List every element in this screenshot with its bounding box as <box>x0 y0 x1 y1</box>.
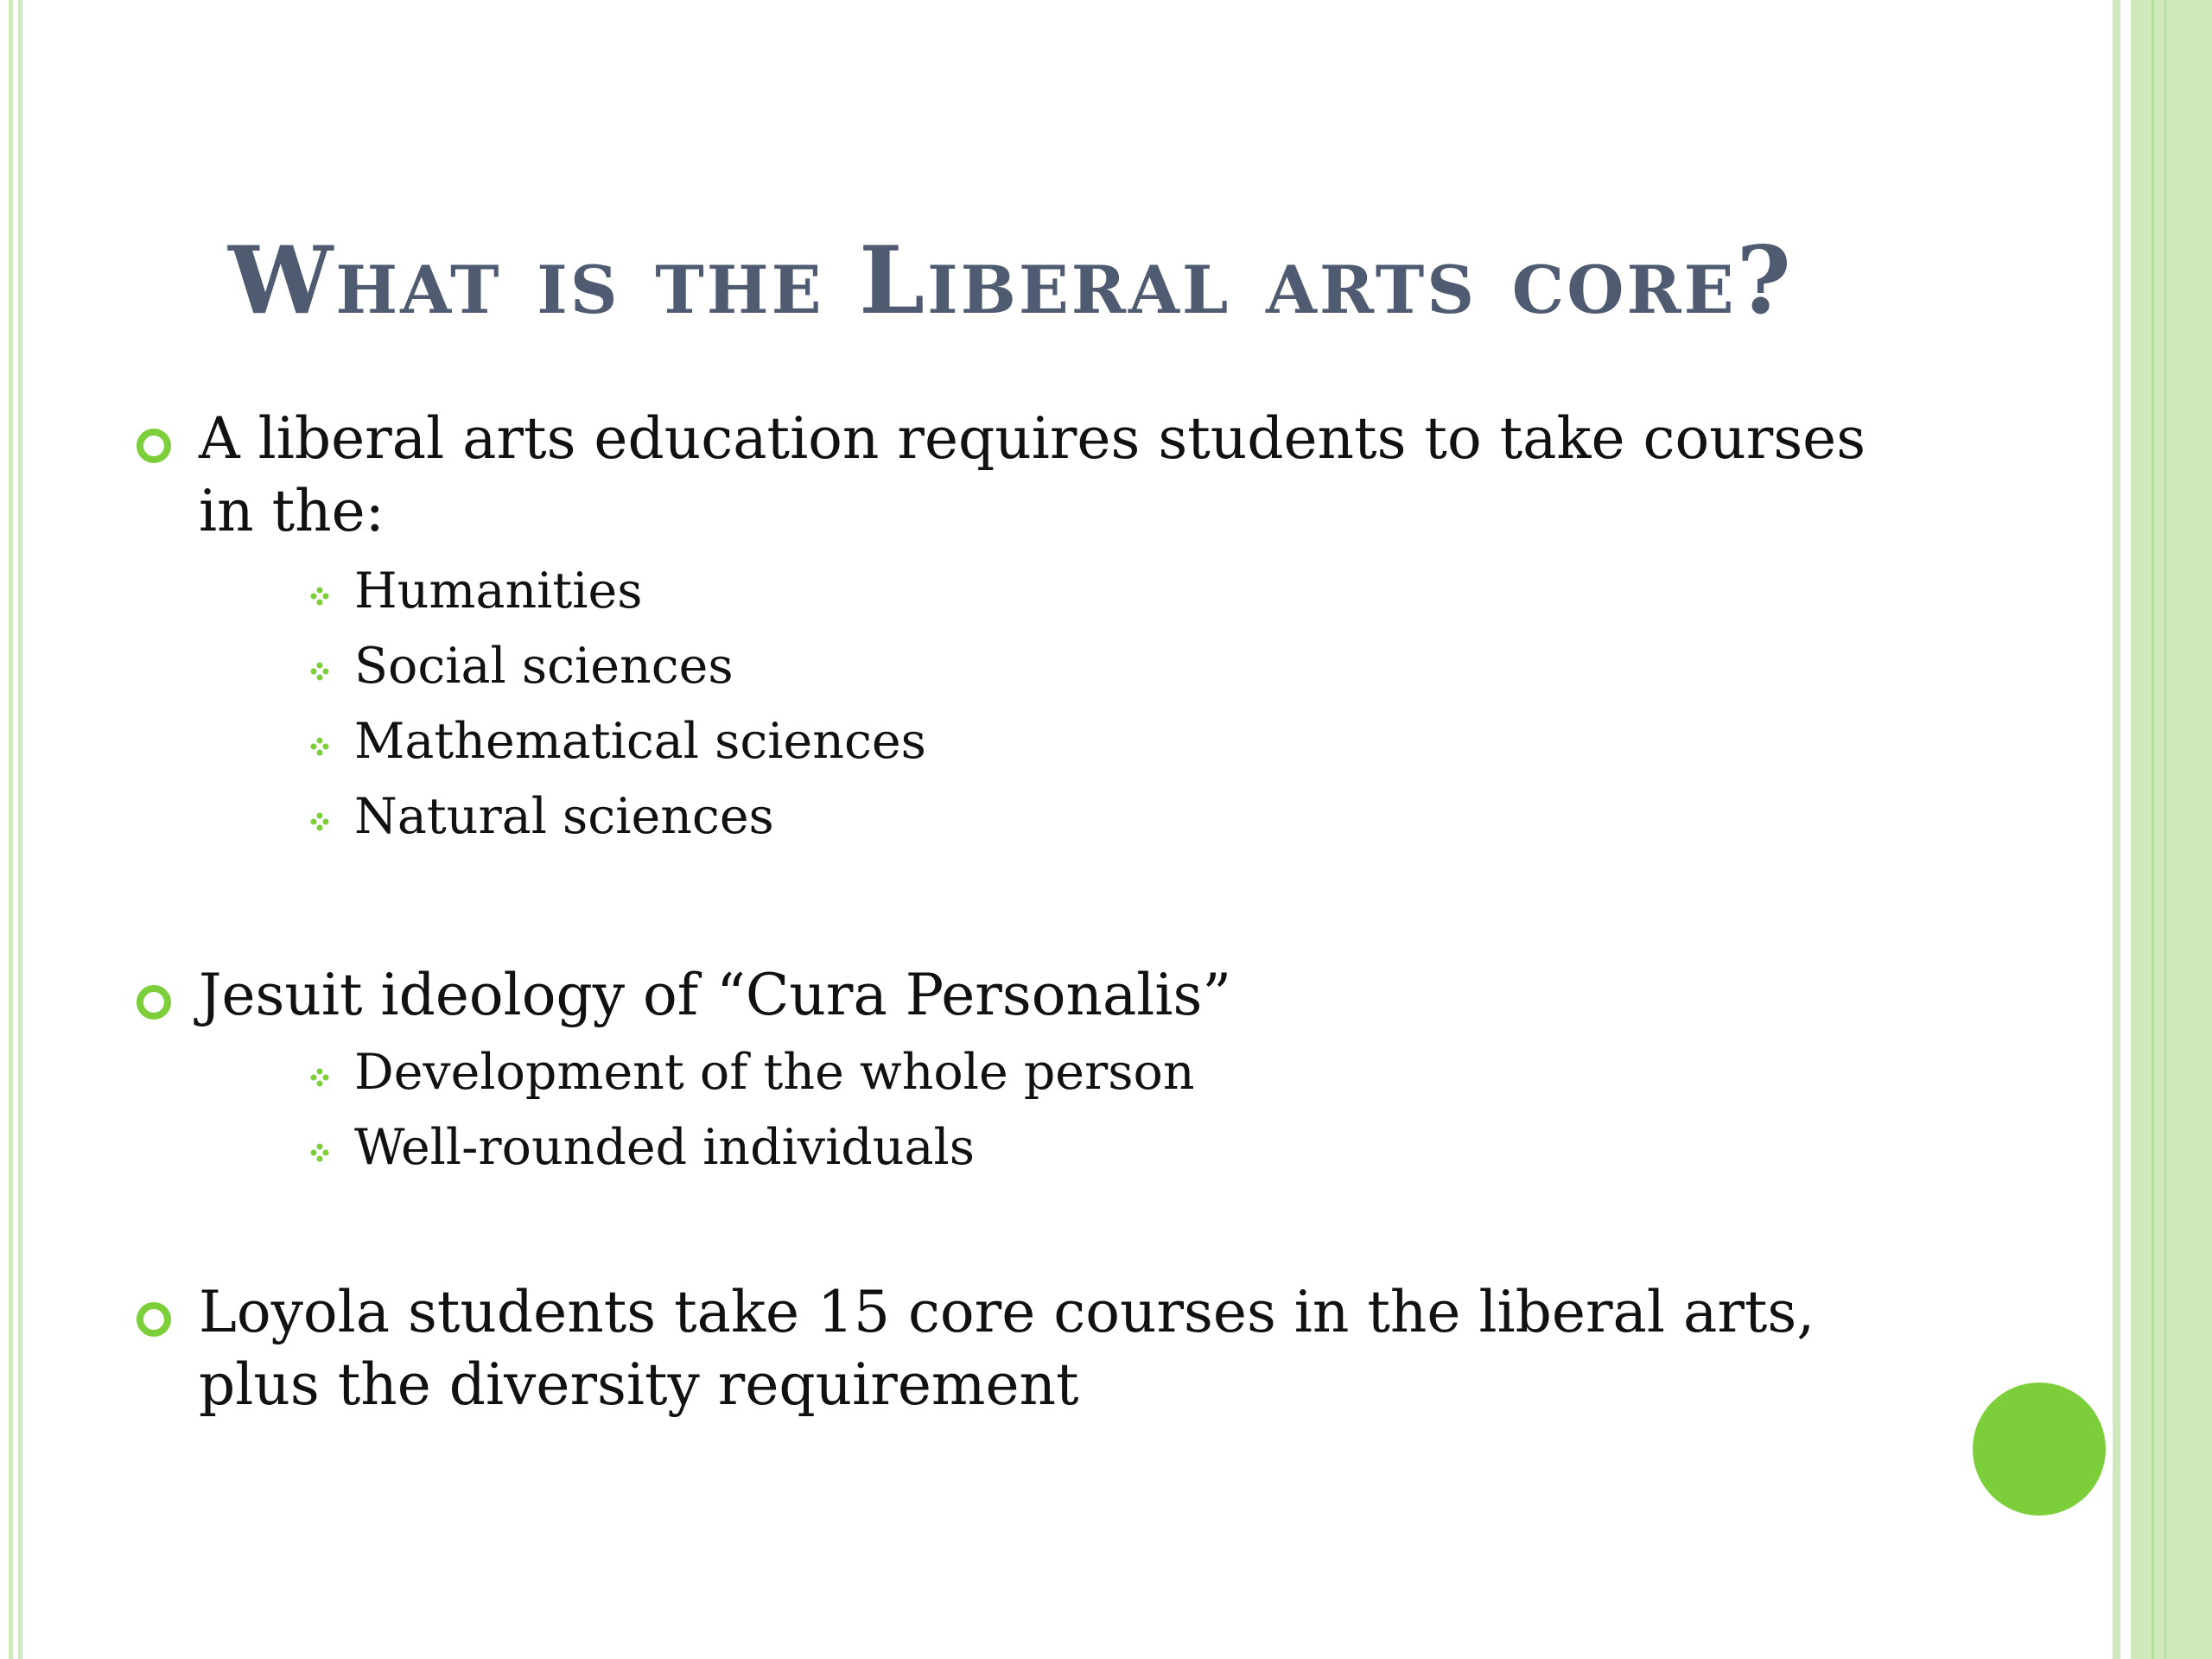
ring-bullet-icon <box>137 1302 171 1337</box>
bullet-text: A liberal arts education requires students to take courses in the: <box>199 405 1866 544</box>
green-circle-icon <box>1973 1382 2106 1516</box>
sub-item-text: Well-rounded individuals <box>354 1119 975 1176</box>
right-band <box>2131 0 2212 1659</box>
sub-item <box>354 637 734 696</box>
sub-item <box>354 1043 1195 1102</box>
diamond-dots-icon <box>309 1067 330 1088</box>
sub-item <box>354 562 643 620</box>
right-stripe <box>2152 0 2154 1659</box>
sub-item-text: Social sciences <box>354 638 734 695</box>
sub-item-text: Natural sciences <box>354 788 774 845</box>
diamond-dots-icon <box>309 811 330 832</box>
ring-bullet-icon <box>137 985 171 1020</box>
sub-item <box>354 712 926 771</box>
sub-item-text: Mathematical sciences <box>354 713 926 770</box>
right-stripe <box>2164 0 2166 1659</box>
sub-item-text: Development of the whole person <box>354 1044 1195 1101</box>
bullet-text: Loyola students take 15 core courses in the liberal arts, plus the diversity requirement <box>199 1279 1815 1418</box>
right-stripe <box>2113 0 2120 1659</box>
bullet-item <box>199 959 1892 1032</box>
ring-bullet-icon <box>137 429 171 463</box>
diamond-dots-icon <box>309 586 330 607</box>
bullet-item <box>199 403 1892 548</box>
diamond-dots-icon <box>309 661 330 682</box>
sub-item-text: Humanities <box>354 563 643 620</box>
bullet-text: Jesuit ideology of “Cura Personalis” <box>199 962 1232 1028</box>
sub-item <box>354 787 774 846</box>
slide-title: What is the Liberal arts core? <box>228 226 1794 335</box>
diamond-dots-icon <box>309 1142 330 1163</box>
diamond-dots-icon <box>309 736 330 757</box>
sub-item <box>354 1118 975 1177</box>
bullet-item <box>199 1276 1892 1421</box>
